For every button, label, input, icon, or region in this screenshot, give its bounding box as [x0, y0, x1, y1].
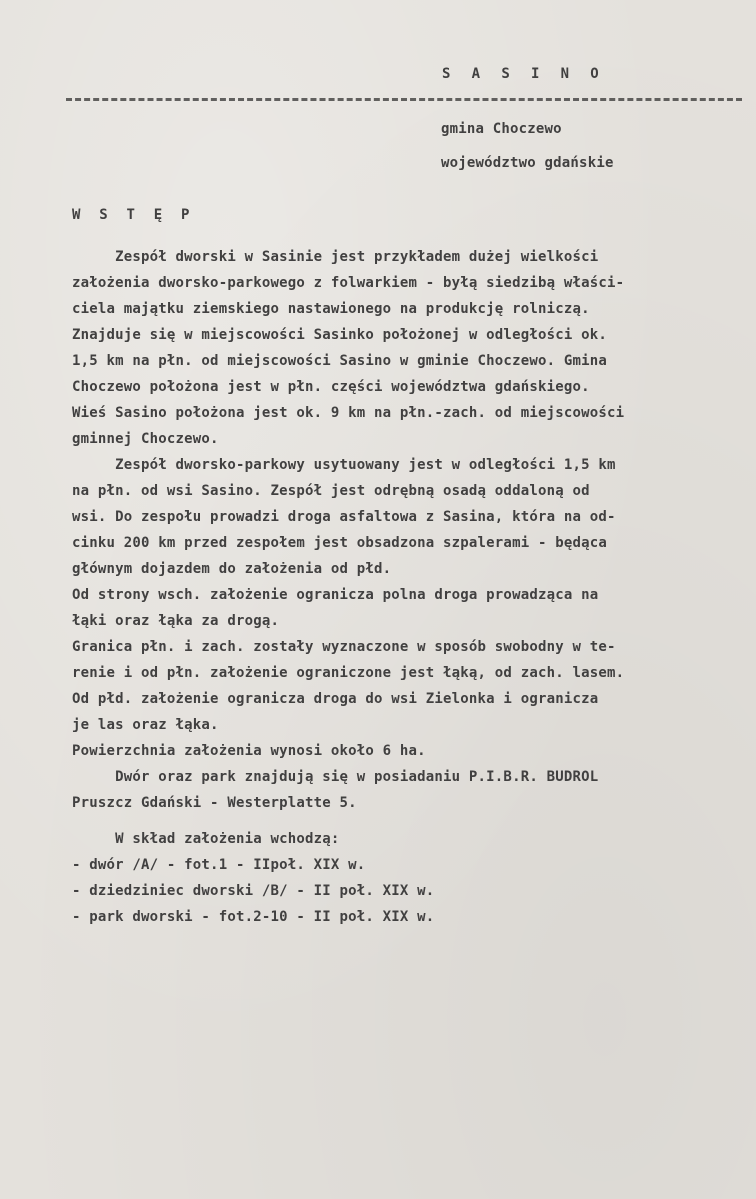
body-line: Wieś Sasino położona jest ok. 9 km na płn.-zach. od miejscowości	[72, 405, 625, 421]
body-line: cinku 200 km przed zespołem jest obsadzona szpalerami - będąca	[72, 535, 607, 551]
body-line: Znajduje się w miejscowości Sasinko położonej w odległości ok.	[72, 327, 607, 343]
document-title: S A S I N O	[442, 66, 606, 82]
body-line: głównym dojazdem do założenia od płd.	[72, 561, 392, 577]
body-line: 1,5 km na płn. od miejscowości Sasino w gminie Choczewo. Gmina	[72, 353, 607, 369]
body-line: Dwór oraz park znajdują się w posiadaniu P.I.B.R. BUDROL	[72, 769, 599, 785]
body-line: łąki oraz łąka za drogą.	[72, 613, 280, 629]
body-line: je las oraz łąka.	[72, 717, 219, 733]
voivodeship-line: województwo gdańskie	[441, 155, 614, 171]
body-line: Granica płn. i zach. zostały wyznaczone w sposób swobodny w te-	[72, 639, 616, 655]
body-line: ciela majątku ziemskiego nastawionego na produkcję rolniczą.	[72, 301, 590, 317]
body-line: gminnej Choczewo.	[72, 431, 219, 447]
body-line: renie i od płn. założenie ograniczone jest łąką, od zach. lasem.	[72, 665, 625, 681]
title-underline	[66, 98, 742, 101]
body-line: na płn. od wsi Sasino. Zespół jest odrębną osadą oddaloną od	[72, 483, 590, 499]
body-line: Powierzchnia założenia wynosi około 6 ha.	[72, 743, 426, 759]
section-heading: W S T Ę P	[72, 207, 195, 223]
body-line: założenia dworsko-parkowego z folwarkiem - byłą siedzibą właści-	[72, 275, 625, 291]
body-line: - park dworski - fot.2-10 - II poł. XIX w.	[72, 909, 435, 925]
body-line: Zespół dworski w Sasinie jest przykładem dużej wielkości	[72, 249, 599, 265]
body-line: Od płd. założenie ogranicza droga do wsi Zielonka i ogranicza	[72, 691, 599, 707]
body-line: Pruszcz Gdański - Westerplatte 5.	[72, 795, 357, 811]
body-line: wsi. Do zespołu prowadzi droga asfaltowa z Sasina, która na od-	[72, 509, 616, 525]
body-line: Choczewo położona jest w płn. części województwa gdańskiego.	[72, 379, 590, 395]
body-line: W skład założenia wchodzą:	[72, 831, 340, 847]
body-line: - dwór /A/ - fot.1 - IIpoł. XIX w.	[72, 857, 366, 873]
municipality-line: gmina Choczewo	[441, 121, 562, 137]
body-line: Od strony wsch. założenie ogranicza polna droga prowadząca na	[72, 587, 599, 603]
body-line: - dziedziniec dworski /B/ - II poł. XIX w.	[72, 883, 435, 899]
body-line: Zespół dworsko-parkowy usytuowany jest w odległości 1,5 km	[72, 457, 616, 473]
